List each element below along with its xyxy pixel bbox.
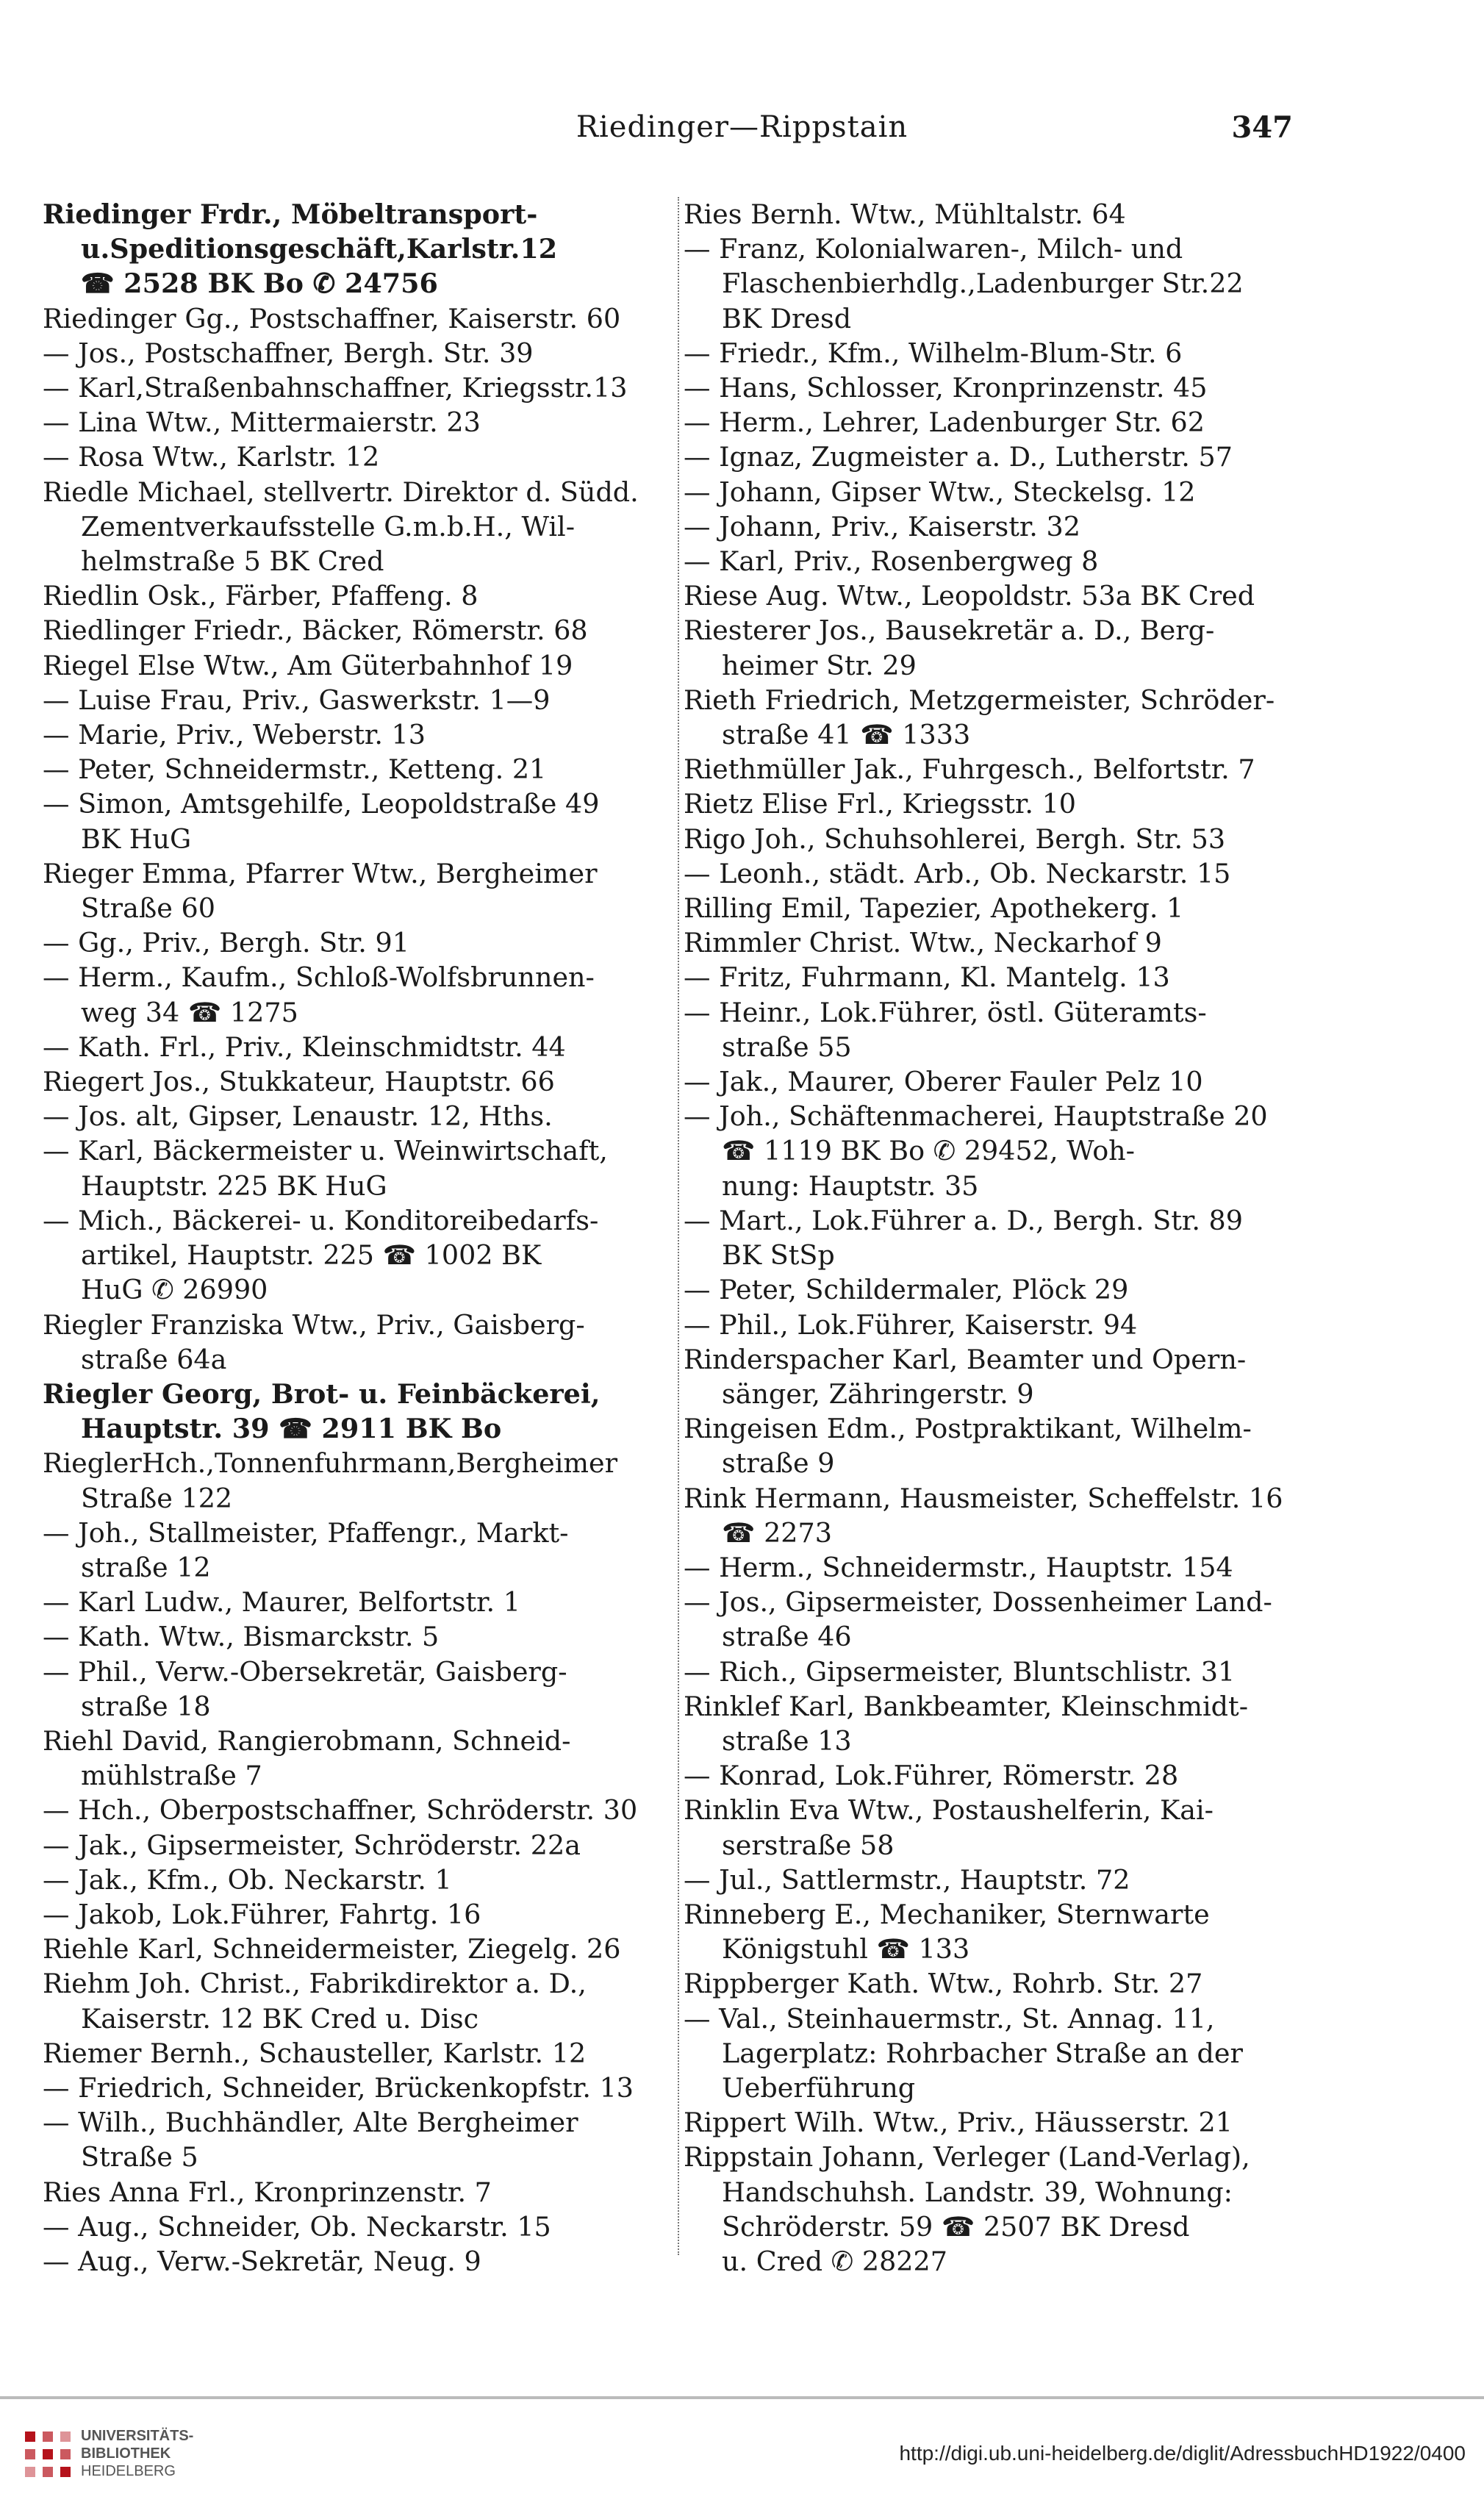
entry-continuation-line: ☎ 2273	[722, 1516, 832, 1549]
directory-entry	[43, 1793, 675, 1827]
page-footer	[0, 2396, 1484, 2505]
entry-continuation-line: nung: Hauptstr. 35	[722, 1169, 979, 1202]
directory-entry	[43, 1828, 675, 1863]
entry-line: — Jos., Postschaffner, Bergh. Str. 39	[43, 337, 534, 369]
directory-entry	[43, 405, 675, 440]
entry-line: Riegler Franziska Wtw., Priv., Gaisberg-	[43, 1308, 585, 1341]
entry-continuation-line: ☎ 1119 BK Bo ✆ 29452, Woh-	[722, 1135, 1136, 1167]
directory-entry	[684, 2105, 1316, 2140]
entry-line: — Luise Frau, Priv., Gaswerkstr. 1—9	[43, 684, 551, 716]
directory-entry	[43, 475, 675, 579]
entry-line: — Jak., Gipsermeister, Schröderstr. 22a	[43, 1829, 581, 1861]
library-name	[81, 2427, 193, 2480]
entry-continuation-line: BK StSp	[722, 1239, 835, 1272]
directory-entry	[684, 1203, 1316, 1272]
entry-line: Riegel Else Wtw., Am Güterbahnhof 19	[43, 649, 573, 681]
entry-continuation-line: heimer Str. 29	[722, 649, 917, 681]
entry-line: Riedlinger Friedr., Bäcker, Römerstr. 68	[43, 614, 588, 647]
entry-line: Riedinger Gg., Postschaffner, Kaiserstr. 60	[43, 302, 621, 334]
entry-line: — Jos., Gipsermeister, Dossenheimer Land-	[684, 1586, 1272, 1619]
directory-entry	[684, 509, 1316, 544]
entry-line: Riese Aug. Wtw., Leopoldstr. 53a BK Cred	[684, 580, 1255, 612]
entry-continuation-line: straße 18	[81, 1690, 211, 1722]
entry-line: Rimmler Christ. Wtw., Neckarhof 9	[684, 927, 1162, 959]
directory-entry	[684, 1793, 1316, 1862]
directory-entry	[684, 1863, 1316, 1897]
left-column	[43, 197, 675, 2279]
directory-entry	[684, 891, 1316, 925]
directory-entry	[684, 1308, 1316, 1342]
source-url-link[interactable]: http://digi.ub.uni-heidelberg.de/diglit/AdressbuchHD1922/0400	[899, 2442, 1466, 2465]
directory-entry	[43, 2036, 675, 2071]
directory-entry	[43, 1030, 675, 1064]
library-name-line-1: UNIVERSITÄTS-	[81, 2428, 194, 2444]
entry-line: — Peter, Schildermaler, Plöck 29	[684, 1274, 1129, 1306]
entry-continuation-line: straße 41 ☎ 1333	[722, 719, 971, 751]
entry-line: — Val., Steinhauermstr., St. Annag. 11,	[684, 2002, 1215, 2035]
entry-line: — Wilh., Buchhändler, Alte Bergheimer	[43, 2107, 578, 2139]
entry-line: — Johann, Gipser Wtw., Steckelsg. 12	[684, 476, 1196, 508]
entry-continuation-line: u.Speditionsgeschäft,Karlstr.12	[81, 233, 558, 265]
entry-line: Rilling Emil, Tapezier, Apothekerg. 1	[684, 892, 1184, 925]
entry-continuation-line: Lagerplatz: Rohrbacher Straße an der	[722, 2037, 1243, 2069]
entry-line: — Johann, Priv., Kaiserstr. 32	[684, 510, 1080, 542]
entry-line: — Rich., Gipsermeister, Bluntschlistr. 31	[684, 1655, 1236, 1688]
directory-entry	[684, 822, 1316, 856]
entry-continuation-line: sänger, Zähringerstr. 9	[722, 1377, 1034, 1410]
directory-entry	[43, 2105, 675, 2174]
entry-line: — Karl, Bäckermeister u. Weinwirtschaft,	[43, 1135, 608, 1167]
directory-entry	[684, 1689, 1316, 1758]
entry-line: — Jos. alt, Gipser, Lenaustr. 12, Hths.	[43, 1100, 553, 1133]
directory-entry	[43, 1377, 675, 1446]
directory-entry	[43, 2175, 675, 2210]
entry-line: Riethmüller Jak., Fuhrgesch., Belfortstr. 7	[684, 753, 1255, 786]
directory-entry	[684, 2140, 1316, 2279]
entry-line: — Herm., Schneidermstr., Hauptstr. 154	[684, 1551, 1233, 1583]
directory-entry	[43, 1966, 675, 2035]
directory-entry	[43, 648, 675, 683]
entry-line: — Hch., Oberpostschaffner, Schröderstr. 30	[43, 1794, 638, 1827]
entry-line: — Herm., Lehrer, Ladenburger Str. 62	[684, 406, 1205, 439]
entry-line: — Joh., Stallmeister, Pfaffengr., Markt-	[43, 1516, 569, 1549]
entry-continuation-line: serstraße 58	[722, 1829, 895, 1861]
directory-entry	[684, 960, 1316, 995]
directory-entry	[684, 1481, 1316, 1550]
library-name-line-3: HEIDELBERG	[81, 2463, 176, 2479]
entry-line: — Heinr., Lok.Führer, östl. Güteramts-	[684, 996, 1207, 1028]
directory-entry	[43, 1585, 675, 1619]
entry-continuation-line: Straße 60	[81, 892, 215, 925]
directory-entry	[43, 370, 675, 405]
entry-line: — Lina Wtw., Mittermaierstr. 23	[43, 406, 481, 439]
directory-entry	[684, 370, 1316, 405]
directory-entry	[684, 1099, 1316, 1203]
running-title: Riedinger—Rippstain	[576, 110, 908, 144]
library-name-line-2: BIBLIOTHEK	[81, 2445, 171, 2462]
directory-entry	[684, 2002, 1316, 2106]
directory-entry	[43, 1099, 675, 1133]
entry-continuation-line: straße 13	[722, 1724, 852, 1757]
entry-line: — Herm., Kaufm., Schloß-Wolfsbrunnen-	[43, 961, 595, 994]
entry-line: — Phil., Verw.-Obersekretär, Gaisberg-	[43, 1655, 567, 1688]
entry-continuation-line: ☎ 2528 BK Bo ✆ 24756	[81, 268, 438, 300]
entry-continuation-line: Straße 5	[81, 2141, 198, 2173]
directory-entry	[43, 717, 675, 752]
directory-entry	[43, 2071, 675, 2105]
directory-entry	[43, 1897, 675, 1932]
entry-line: — Gg., Priv., Bergh. Str. 91	[43, 927, 409, 959]
entry-continuation-line: straße 55	[722, 1031, 852, 1063]
entry-line: Riedle Michael, stellvertr. Direktor d. Südd.	[43, 476, 639, 508]
directory-entry	[684, 1655, 1316, 1689]
entry-continuation-line: weg 34 ☎ 1275	[81, 996, 298, 1028]
entry-line: Rieth Friedrich, Metzgermeister, Schröder-	[684, 684, 1275, 716]
entry-continuation-line: HuG ✆ 26990	[81, 1274, 268, 1306]
directory-entry	[684, 475, 1316, 509]
entry-line: — Karl,Straßenbahnschaffner, Kriegsstr.13	[43, 372, 628, 404]
entry-line: — Simon, Amtsgehilfe, Leopoldstraße 49	[43, 788, 600, 820]
directory-entry	[43, 1446, 675, 1515]
right-column	[684, 197, 1316, 2279]
entry-continuation-line: BK Dresd	[722, 302, 852, 334]
directory-entry	[684, 405, 1316, 440]
directory-entry	[43, 440, 675, 474]
entry-line: — Joh., Schäftenmacherei, Hauptstraße 20	[684, 1100, 1268, 1133]
entry-line: — Jul., Sattlermstr., Hauptstr. 72	[684, 1863, 1130, 1896]
page-number: 347	[1231, 110, 1293, 145]
entry-continuation-line: artikel, Hauptstr. 225 ☎ 1002 BK	[81, 1239, 542, 1272]
entry-line: — Aug., Schneider, Ob. Neckarstr. 15	[43, 2210, 551, 2243]
entry-line: — Kath. Frl., Priv., Kleinschmidtstr. 44	[43, 1031, 566, 1063]
directory-entry	[43, 1863, 675, 1897]
entry-continuation-line: BK HuG	[81, 823, 192, 855]
directory-entry	[43, 1064, 675, 1099]
entry-line: — Marie, Priv., Weberstr. 13	[43, 719, 426, 751]
directory-entry	[43, 2210, 675, 2244]
directory-entry	[684, 1272, 1316, 1307]
directory-entry	[684, 232, 1316, 336]
directory-entry	[43, 683, 675, 717]
entry-line: — Franz, Kolonialwaren-, Milch- und	[684, 233, 1183, 265]
directory-entry	[684, 1064, 1316, 1099]
directory-entry	[684, 613, 1316, 682]
directory-entry	[684, 1897, 1316, 1966]
entry-continuation-line: Zementverkaufsstelle G.m.b.H., Wil-	[81, 510, 576, 542]
entry-line: — Friedrich, Schneider, Brückenkopfstr. 13	[43, 2071, 634, 2104]
directory-entry	[43, 1133, 675, 1203]
directory-entry	[684, 544, 1316, 578]
entry-line: Riegler Georg, Brot- u. Feinbäckerei,	[43, 1377, 601, 1410]
entry-continuation-line: straße 64a	[81, 1343, 227, 1375]
directory-entry	[43, 960, 675, 1029]
directory-entry	[684, 786, 1316, 821]
directory-entry	[684, 1758, 1316, 1793]
directory-entry	[43, 336, 675, 370]
entry-line: Rippberger Kath. Wtw., Rohrb. Str. 27	[684, 1968, 1203, 2000]
entry-line: Rippstain Johann, Verleger (Land-Verlag),	[684, 2141, 1250, 2173]
entry-continuation-line: Hauptstr. 225 BK HuG	[81, 1169, 387, 1202]
directory-entry	[684, 1585, 1316, 1654]
entry-continuation-line: mühlstraße 7	[81, 1760, 262, 1792]
entry-line: — Jak., Maurer, Oberer Fauler Pelz 10	[684, 1066, 1203, 1098]
entry-line: Rietz Elise Frl., Kriegsstr. 10	[684, 788, 1077, 820]
directory-entry	[43, 578, 675, 613]
directory-entry	[43, 197, 675, 301]
entry-continuation-line: Kaiserstr. 12 BK Cred u. Disc	[81, 2002, 479, 2035]
entry-line: Riemer Bernh., Schausteller, Karlstr. 12	[43, 2037, 587, 2069]
directory-entry	[43, 752, 675, 786]
entry-line: Ries Bernh. Wtw., Mühltalstr. 64	[684, 198, 1126, 230]
entry-line: — Jakob, Lok.Führer, Fahrtg. 16	[43, 1898, 481, 1930]
directory-entry	[43, 2244, 675, 2279]
entry-line: — Karl Ludw., Maurer, Belfortstr. 1	[43, 1586, 520, 1619]
entry-line: — Friedr., Kfm., Wilhelm-Blum-Str. 6	[684, 337, 1183, 369]
entry-line: — Karl, Priv., Rosenbergweg 8	[684, 545, 1099, 578]
entry-line: Ringeisen Edm., Postpraktikant, Wilhelm-	[684, 1413, 1252, 1445]
entry-line: — Mich., Bäckerei- u. Konditoreibedarfs-	[43, 1204, 599, 1236]
directory-entry	[43, 925, 675, 960]
entry-continuation-line: Handschuhsh. Landstr. 39, Wohnung:	[722, 2176, 1233, 2208]
entry-continuation-line: Ueberführung	[722, 2071, 916, 2104]
entry-continuation-line: Flaschenbierhdlg.,Ladenburger Str.22	[722, 268, 1244, 300]
entry-line: Rippert Wilh. Wtw., Priv., Häusserstr. 21	[684, 2107, 1233, 2139]
directory-entry	[684, 578, 1316, 613]
entry-line: Rink Hermann, Hausmeister, Scheffelstr. 16	[684, 1482, 1283, 1514]
entry-line: — Konrad, Lok.Führer, Römerstr. 28	[684, 1760, 1179, 1792]
entry-line: Rieger Emma, Pfarrer Wtw., Bergheimer	[43, 857, 598, 889]
entry-line: Rigo Joh., Schuhsohlerei, Bergh. Str. 53	[684, 823, 1226, 855]
entry-line: — Aug., Verw.-Sekretär, Neug. 9	[43, 2245, 481, 2277]
directory-entry	[43, 1655, 675, 1724]
entry-line: Riedinger Frdr., Möbeltransport-	[43, 198, 538, 230]
entry-continuation-line: Schröderstr. 59 ☎ 2507 BK Dresd	[722, 2210, 1190, 2243]
directory-entry	[684, 1342, 1316, 1411]
directory-entry	[43, 786, 675, 856]
directory-entry	[684, 1411, 1316, 1480]
directory-entry	[684, 752, 1316, 786]
entry-line: Riehm Joh. Christ., Fabrikdirektor a. D.,	[43, 1968, 587, 2000]
entry-line: — Kath. Wtw., Bismarckstr. 5	[43, 1621, 440, 1653]
entry-continuation-line: straße 46	[722, 1621, 852, 1653]
directory-entry	[684, 1550, 1316, 1585]
directory-entry	[684, 1966, 1316, 2001]
page-header	[44, 99, 1440, 151]
directory-entry	[43, 856, 675, 925]
entry-line: Rinderspacher Karl, Beamter und Opern-	[684, 1343, 1247, 1375]
directory-entry	[684, 925, 1316, 960]
entry-line: Riegert Jos., Stukkateur, Hauptstr. 66	[43, 1066, 555, 1098]
entry-continuation-line: Straße 122	[81, 1482, 233, 1514]
entry-line: Rinneberg E., Mechaniker, Sternwarte	[684, 1898, 1210, 1930]
entry-line: — Rosa Wtw., Karlstr. 12	[43, 441, 380, 473]
entry-line: — Fritz, Fuhrmann, Kl. Mantelg. 13	[684, 961, 1170, 994]
entry-continuation-line: Hauptstr. 39 ☎ 2911 BK Bo	[81, 1413, 502, 1445]
entry-line: — Ignaz, Zugmeister a. D., Lutherstr. 57	[684, 441, 1233, 473]
directory-entry	[43, 1724, 675, 1793]
directory-entry	[43, 613, 675, 648]
entry-continuation-line: helmstraße 5 BK Cred	[81, 545, 384, 578]
directory-entry	[43, 1932, 675, 1966]
column-divider	[678, 197, 681, 2255]
directory-entry	[684, 197, 1316, 232]
entry-continuation-line: u. Cred ✆ 28227	[722, 2245, 947, 2277]
directory-entry	[684, 440, 1316, 474]
entry-line: Riehl David, Rangierobmann, Schneid-	[43, 1724, 571, 1757]
entry-line: Rinklef Karl, Bankbeamter, Kleinschmidt-	[684, 1690, 1249, 1722]
entry-line: — Peter, Schneidermstr., Ketteng. 21	[43, 753, 547, 786]
entry-continuation-line: straße 9	[722, 1447, 835, 1480]
entry-line: Riesterer Jos., Bausekretär a. D., Berg-	[684, 614, 1215, 647]
entry-line: — Phil., Lok.Führer, Kaiserstr. 94	[684, 1308, 1138, 1341]
entry-line: Ries Anna Frl., Kronprinzenstr. 7	[43, 2176, 492, 2208]
entry-line: Rinklin Eva Wtw., Postaushelferin, Kai-	[684, 1794, 1214, 1827]
library-logo-icon	[22, 2429, 74, 2480]
entry-line: — Leonh., städt. Arb., Ob. Neckarstr. 15	[684, 857, 1231, 889]
directory-entry	[43, 1203, 675, 1308]
directory-entry	[684, 336, 1316, 370]
directory-entry	[684, 683, 1316, 752]
entry-line: Riehle Karl, Schneidermeister, Ziegelg. 26	[43, 1933, 621, 1965]
entry-continuation-line: Königstuhl ☎ 133	[722, 1933, 970, 1965]
entry-continuation-line: straße 12	[81, 1551, 211, 1583]
directory-entry	[684, 995, 1316, 1064]
directory-entry	[43, 301, 675, 336]
directory-entry	[43, 1308, 675, 1377]
entry-line: — Jak., Kfm., Ob. Neckarstr. 1	[43, 1863, 452, 1896]
entry-line: RieglerHch.,Tonnenfuhrmann,Bergheimer	[43, 1447, 618, 1480]
directory-entry	[43, 1516, 675, 1585]
entry-line: Riedlin Osk., Färber, Pfaffeng. 8	[43, 580, 478, 612]
directory-entry	[684, 856, 1316, 891]
entry-line: — Hans, Schlosser, Kronprinzenstr. 45	[684, 372, 1208, 404]
directory-entry	[43, 1619, 675, 1654]
entry-line: — Mart., Lok.Führer a. D., Bergh. Str. 89	[684, 1204, 1243, 1236]
